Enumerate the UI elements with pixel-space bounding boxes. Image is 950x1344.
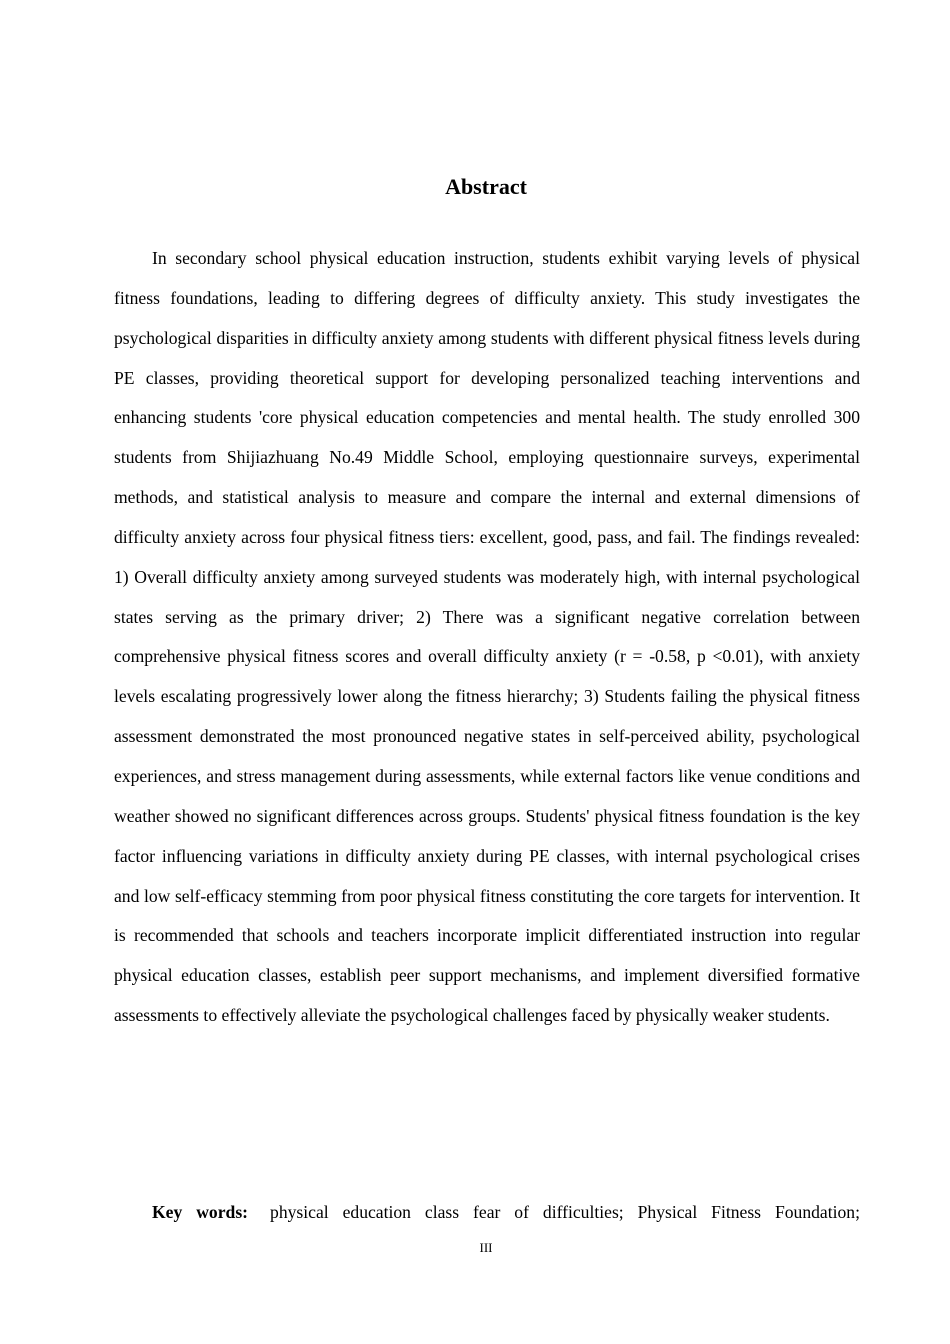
page-number: III [479, 1240, 493, 1255]
abstract-title: Abstract [445, 174, 527, 199]
keywords-text: physical education class fear of difficulties; Physical Fitness Foundation; [270, 1202, 860, 1222]
abstract-paragraph: In secondary school physical education instruction, students exhibit varying levels of physical fitness foundations, leading to differing degrees of difficulty anxiety. This study investigates the psychological disparities in difficulty anxiety among students with different physical fitness levels during PE classes, providing theoretical support for developing personalized teaching interventions and enhancing students 'core physical education competencies and mental health. The study enrolled 300 students from Shijiazhuang No.49 Middle School, employing questionnaire surveys, experimental methods, and statistical analysis to measure and compare the internal and external dimensions of difficulty anxiety across four physical fitness tiers: excellent, good, pass, and fail. The findings revealed: 1) Overall difficulty anxiety among surveyed students was moderately high, with internal psychological states serving as the primary driver; 2) There was a significant negative correlation between comprehensive physical fitness scores and overall difficulty anxiety (r = -0.58, p <0.01), with anxiety levels escalating progressively lower along the fitness hierarchy; 3) Students failing the physical fitness assessment demonstrated the most pronounced negative states in self-perceived ability, psychological experiences, and stress management during assessments, while external factors like venue conditions and weather showed no significant differences across groups. Students' physical fitness foundation is the key factor influencing variations in difficulty anxiety during PE classes, with internal psychological crises and low self-efficacy stemming from poor physical fitness constituting the core targets for intervention. It is recommended that schools and teachers incorporate implicit differentiated instruction into regular physical education classes, establish peer support mechanisms, and implement diversified formative assessments to effectively alleviate the psychological challenges faced by physically weaker students. [114, 248, 860, 1026]
keywords-label: Key words: [152, 1202, 249, 1222]
keywords-line [114, 1196, 860, 1228]
